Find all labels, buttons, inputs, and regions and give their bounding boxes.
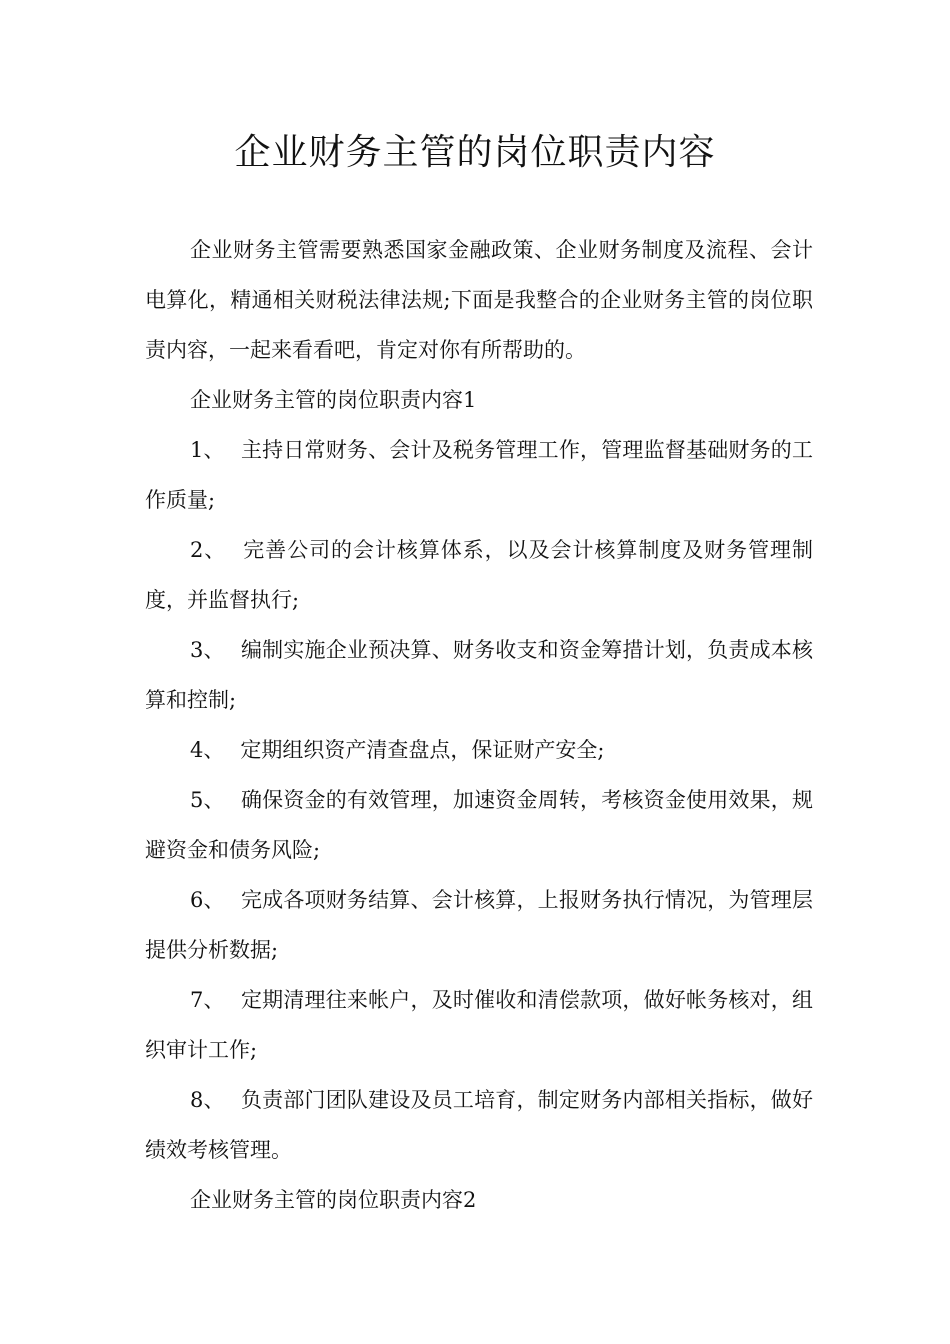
list-item xyxy=(145,625,813,725)
section-heading-2: 企业财务主管的岗位职责内容2 xyxy=(190,1188,477,1212)
list-item xyxy=(145,725,813,775)
item-text: 定期组织资产清查盘点，保证财产安全; xyxy=(240,738,605,762)
item-number: 7、 xyxy=(190,988,225,1012)
page-title: 企业财务主管的岗位职责内容 xyxy=(234,132,716,173)
list-item xyxy=(145,425,813,525)
document-body xyxy=(145,225,813,1225)
item-text: 确保资金的有效管理，加速资金周转，考核资金使用效果，规避资金和债务风险; xyxy=(145,788,813,862)
item-text: 完成各项财务结算、会计核算，上报财务执行情况，为管理层提供分析数据; xyxy=(145,888,813,962)
list-item xyxy=(145,875,813,975)
list-item xyxy=(145,775,813,875)
item-number: 4、 xyxy=(190,738,225,762)
list-item xyxy=(145,525,813,625)
item-number: 2、 xyxy=(190,538,227,562)
item-text: 定期清理往来帐户，及时催收和清偿款项，做好帐务核对，组织审计工作; xyxy=(145,988,813,1062)
item-number: 5、 xyxy=(190,788,225,812)
list-item xyxy=(145,975,813,1075)
item-number: 3、 xyxy=(190,638,225,662)
item-number: 8、 xyxy=(190,1088,225,1112)
item-text: 主持日常财务、会计及税务管理工作，管理监督基础财务的工作质量; xyxy=(145,438,813,512)
item-text: 编制实施企业预决算、财务收支和资金筹措计划，负责成本核算和控制; xyxy=(145,638,813,712)
item-text: 负责部门团队建设及员工培育，制定财务内部相关指标，做好绩效考核管理。 xyxy=(145,1088,813,1162)
section-heading-1: 企业财务主管的岗位职责内容1 xyxy=(190,388,477,412)
item-number: 1、 xyxy=(190,438,225,462)
list-item xyxy=(145,1075,813,1175)
item-number: 6、 xyxy=(190,888,225,912)
intro-paragraph: 企业财务主管需要熟悉国家金融政策、企业财务制度及流程、会计电算化，精通相关财税法律法规;下面是我整合的企业财务主管的岗位职责内容，一起来看看吧，肯定对你有所帮助的。 xyxy=(145,238,813,362)
item-text: 完善公司的会计核算体系，以及会计核算制度及财务管理制度，并监督执行; xyxy=(145,538,813,612)
